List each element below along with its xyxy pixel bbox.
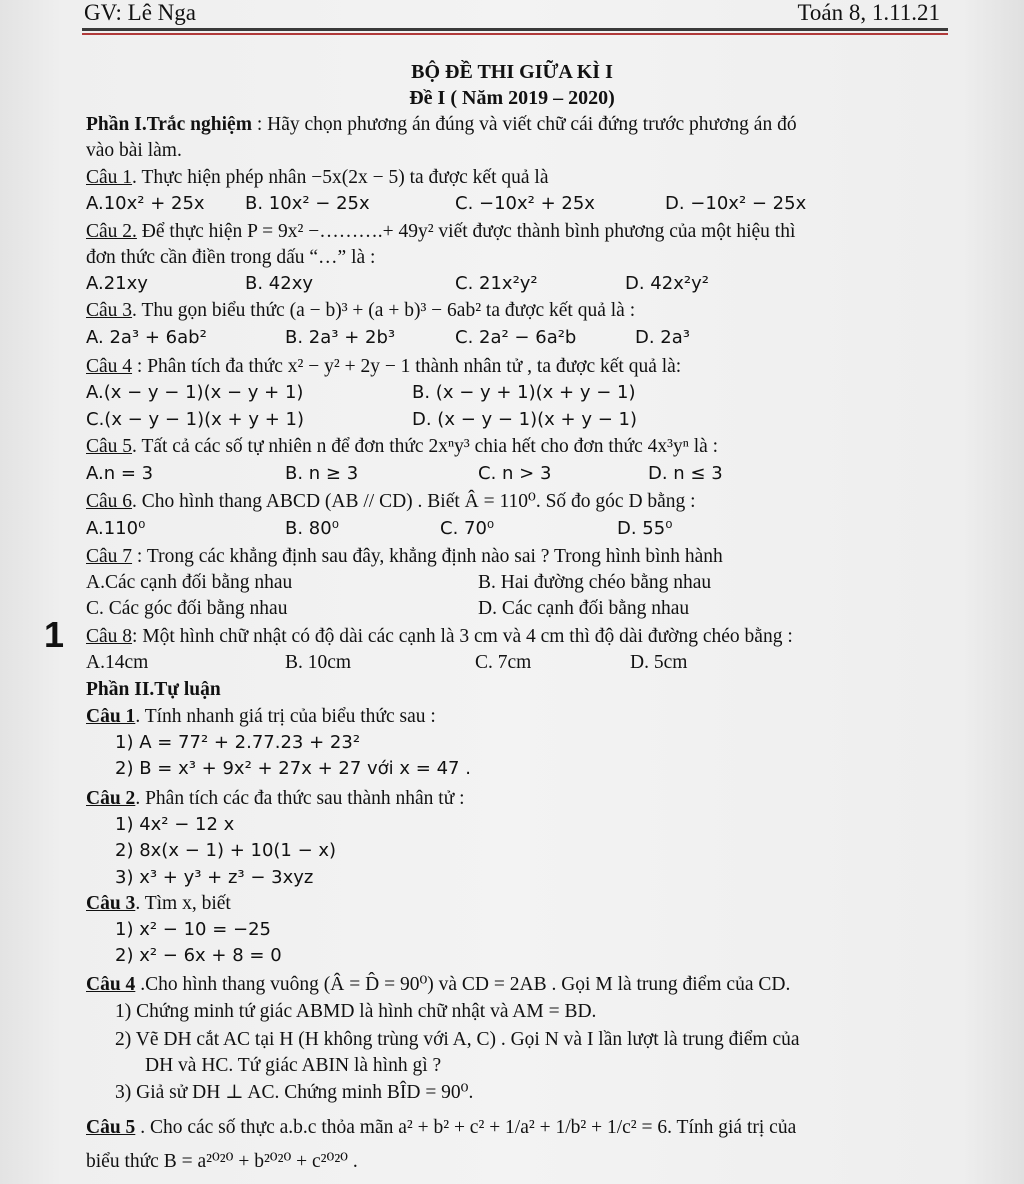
- essay-q4-item-2: 2) Vẽ DH cắt AC tại H (H không trùng với A, C) . Gọi N và I lần lượt là trung điểm của: [115, 1029, 800, 1050]
- part1-instruction: [86, 113, 797, 137]
- essay-q1-item-2: 2) B = x³ + 9x² + 27x + 27 với x = 47 .: [115, 758, 471, 779]
- q5-option-a: A.n = 3: [86, 463, 154, 484]
- q3-option-b: B. 2a³ + 2b³: [285, 327, 396, 348]
- q2-stem: [86, 220, 795, 244]
- essay-q2-stem: [86, 787, 465, 811]
- header-rule-dark: [82, 28, 948, 31]
- q6-option-a: A.110⁰: [86, 518, 146, 539]
- exam-title: BỘ ĐỀ THI GIỮA KÌ I: [411, 61, 613, 83]
- author-label: GV: Lê Nga: [84, 0, 196, 25]
- q3-option-d: D. 2a³: [635, 327, 691, 348]
- essay-q5-stem: [86, 1116, 796, 1140]
- q3-stem: [86, 299, 635, 323]
- q2-label: Câu 2.: [86, 221, 137, 242]
- q8-stem: [86, 625, 793, 649]
- part2-heading: Phần II.Tự luận: [86, 679, 221, 700]
- q8-label: Câu 8: [86, 626, 133, 647]
- subject-date-label: Toán 8, 1.11.21: [797, 0, 940, 25]
- q3-label: Câu 3: [86, 300, 133, 321]
- essay-q4-item-3: 3) Giả sử DH ⊥ AC. Chứng minh BÎD = 90⁰.: [115, 1082, 474, 1103]
- essay-q3-item-2: 2) x² − 6x + 8 = 0: [115, 945, 282, 966]
- q7-option-c: C. Các góc đối bằng nhau: [86, 598, 288, 619]
- q7-option-a: A.Các cạnh đối bằng nhau: [86, 572, 293, 593]
- essay-q2-item-3: 3) x³ + y³ + z³ − 3xyz: [115, 867, 314, 888]
- q8-option-d: D. 5cm: [630, 652, 688, 673]
- q2-option-c: C. 21x²y²: [455, 273, 538, 294]
- part1-instruction-cont: vào bài làm.: [86, 140, 182, 161]
- q4-option-a: A.(x − y − 1)(x − y + 1): [86, 382, 304, 403]
- q1-option-d: D. −10x² − 25x: [665, 193, 807, 214]
- q4-option-b: B. (x − y + 1)(x + y − 1): [412, 382, 636, 403]
- q2-option-b: B. 42xy: [245, 273, 314, 294]
- essay-q2-item-2: 2) 8x(x − 1) + 10(1 − x): [115, 840, 337, 861]
- q2-option-d: D. 42x²y²: [625, 273, 709, 294]
- q5-option-c: C. n > 3: [478, 463, 552, 484]
- essay-q3-label: Câu 3: [86, 893, 136, 914]
- q2-option-a: A.21xy: [86, 273, 148, 294]
- q2-stem-cont: đơn thức cần điền trong dấu “…” là :: [86, 247, 376, 268]
- essay-q5-label: Câu 5: [86, 1117, 136, 1138]
- q3-text: . Thu gọn biểu thức (a − b)³ + (a + b)³ − 6ab² ta được kết quả là :: [132, 300, 636, 321]
- q4-option-d: D. (x − y − 1)(x + y − 1): [412, 409, 638, 430]
- essay-q4-stem: [86, 973, 790, 997]
- q7-label: Câu 7: [86, 546, 133, 567]
- essay-q5-stem-cont: biểu thức B = a²⁰²⁰ + b²⁰²⁰ + c²⁰²⁰ .: [86, 1151, 358, 1172]
- q7-option-b: B. Hai đường chéo bằng nhau: [478, 572, 712, 593]
- essay-q2-item-1: 1) 4x² − 12 x: [115, 814, 235, 835]
- q3-option-c: C. 2a² − 6a²b: [455, 327, 577, 348]
- q4-text: : Phân tích đa thức x² − y² + 2y − 1 thành nhân tử , ta được kết quả là:: [132, 356, 682, 377]
- essay-q1-label: Câu 1: [86, 706, 136, 727]
- part1-instruction-text: : Hãy chọn phương án đúng và viết chữ cái đứng trước phương án đó: [251, 114, 797, 135]
- q1-option-b: B. 10x² − 25x: [245, 193, 370, 214]
- q7-text: : Trong các khẳng định sau đây, khẳng định nào sai ? Trong hình bình hành: [132, 546, 723, 567]
- q5-stem: [86, 435, 718, 459]
- q7-option-d: D. Các cạnh đối bằng nhau: [478, 598, 690, 619]
- essay-q4-item-2-cont: DH và HC. Tứ giác ABIN là hình gì ?: [145, 1055, 442, 1076]
- q1-stem: [86, 166, 548, 190]
- part1-heading: Phần I.Trắc nghiệm: [86, 114, 252, 135]
- q1-text: . Thực hiện phép nhân −5x(2x − 5) ta được kết quả là: [132, 167, 549, 188]
- essay-q3-item-1: 1) x² − 10 = −25: [115, 919, 272, 940]
- q8-text: : Một hình chữ nhật có độ dài các cạnh là 3 cm và 4 cm thì độ dài đường chéo bằng :: [132, 626, 793, 647]
- essay-q2-text: . Phân tích các đa thức sau thành nhân tử :: [135, 788, 465, 809]
- essay-q2-label: Câu 2: [86, 788, 136, 809]
- q6-option-d: D. 55⁰: [617, 518, 673, 539]
- q3-option-a: A. 2a³ + 6ab²: [86, 327, 207, 348]
- q8-option-c: C. 7cm: [475, 652, 532, 673]
- q5-option-b: B. n ≥ 3: [285, 463, 359, 484]
- essay-q1-item-1: 1) A = 77² + 2.77.23 + 23²: [115, 732, 361, 753]
- q4-option-c: C.(x − y − 1)(x + y + 1): [86, 409, 304, 430]
- essay-q1-stem: [86, 705, 436, 729]
- essay-q4-text: .Cho hình thang vuông (Â = D̂ = 90⁰) và CD = 2AB . Gọi M là trung điểm của CD.: [135, 974, 791, 995]
- q4-stem: [86, 355, 681, 379]
- q6-stem: [86, 490, 696, 514]
- q4-label: Câu 4: [86, 356, 133, 377]
- q6-option-c: C. 70⁰: [440, 518, 495, 539]
- page-number: 1: [44, 614, 65, 655]
- q6-option-b: B. 80⁰: [285, 518, 339, 539]
- essay-q1-text: . Tính nhanh giá trị của biểu thức sau :: [135, 706, 436, 727]
- essay-q4-label: Câu 4: [86, 974, 136, 995]
- header-rule-red: [82, 33, 948, 35]
- essay-q3-text: . Tìm x, biết: [135, 893, 231, 914]
- q8-option-a: A.14cm: [86, 652, 149, 673]
- q1-option-c: C. −10x² + 25x: [455, 193, 595, 214]
- q6-text: . Cho hình thang ABCD (AB // CD) . Biết Â = 110⁰. Số đo góc D bằng :: [132, 491, 696, 512]
- exam-subtitle: Đề I ( Năm 2019 – 2020): [409, 87, 615, 109]
- q5-text: . Tất cả các số tự nhiên n để đơn thức 2xⁿy³ chia hết cho đơn thức 4x³yⁿ là :: [132, 436, 719, 457]
- q2-text: Để thực hiện P = 9x² −……….+ 49y² viết được thành bình phương của một hiệu thì: [136, 221, 796, 242]
- q6-label: Câu 6: [86, 491, 133, 512]
- essay-q5-text: . Cho các số thực a.b.c thỏa mãn a² + b² + c² + 1/a² + 1/b² + 1/c² = 6. Tính giá trị của: [135, 1117, 797, 1138]
- q5-option-d: D. n ≤ 3: [648, 463, 723, 484]
- q1-label: Câu 1: [86, 167, 133, 188]
- q1-option-a: A.10x² + 25x: [86, 193, 205, 214]
- q5-label: Câu 5: [86, 436, 133, 457]
- q7-stem: [86, 545, 723, 569]
- page-header: [82, 0, 940, 30]
- essay-q4-item-1: 1) Chứng minh tứ giác ABMD là hình chữ nhật và AM = BD.: [115, 1001, 597, 1022]
- q8-option-b: B. 10cm: [285, 652, 352, 673]
- essay-q3-stem: [86, 892, 231, 916]
